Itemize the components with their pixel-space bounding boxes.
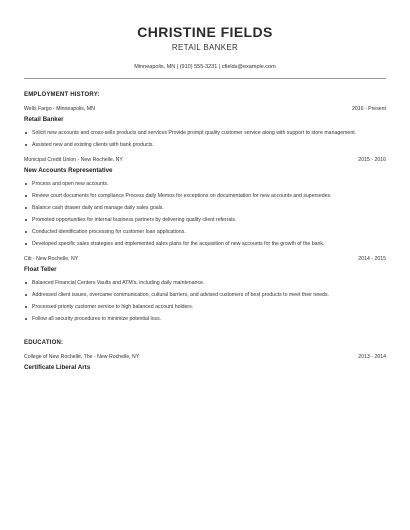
bullet-item: Processed priority customer service to high balanced account holders.	[24, 304, 386, 311]
job-header	[24, 256, 386, 263]
header-divider	[24, 78, 386, 79]
education-header	[24, 354, 386, 361]
job-position: Retail Banker	[24, 116, 64, 123]
contact-line: Minneapolis, MN | (910) 555-3231 | cfields@example.com	[134, 64, 276, 70]
job-bullets	[24, 130, 386, 149]
candidate-name: CHRISTINE FIELDS	[137, 24, 273, 40]
bullet-item: Addressed client issues, overcame communication, cultural barriers, and advised customers of best products to meet their needs.	[24, 292, 386, 299]
bullet-item: Solicit new accounts and cross-sells products and services Provide prompt quality customer service along with support to store management.	[24, 130, 386, 137]
job-dates: 2014 - 2015	[358, 256, 386, 262]
job-employer: Municipal Credit Union - New Rochelle, NY	[24, 157, 123, 163]
bullet-item: Promoted opportunities for internal business partners by delivering quality client referrals.	[24, 217, 386, 224]
job-header	[24, 106, 386, 113]
bullet-item: Process and open new accounts.	[24, 181, 386, 188]
bullet-item: Conducted identification processing for customer loan applications.	[24, 229, 386, 236]
job-dates: 2015 - 2016	[358, 157, 386, 163]
education-degree: Certificate Liberal Arts	[24, 364, 91, 371]
job-bullets	[24, 280, 386, 323]
bullet-item: Assisted new and existing clients with bank products.	[24, 142, 386, 149]
employment-section-title: EMPLOYMENT HISTORY:	[24, 92, 100, 98]
education-institution: College of New Rochelle, The - New Rochelle, NY	[24, 354, 140, 360]
job-employer: Wells Fargo - Minneapolis, MN	[24, 106, 95, 112]
education-dates: 2013 - 2014	[358, 354, 386, 360]
bullet-item: Balanced Financial Centers Vaults and ATM's, including daily maintenance.	[24, 280, 386, 287]
job-employer: Citi - New Rochelle, NY	[24, 256, 79, 262]
education-section-title: EDUCATION:	[24, 340, 64, 346]
job-position: New Accounts Representative	[24, 167, 113, 174]
job-position: Float Teller	[24, 266, 57, 273]
bullet-item: Developed specific sales strategies and implemented sales plans for the acquisition of new accounts for the growth of the bank.	[24, 241, 386, 248]
bullet-item: Balance cash drawer daily and manage daily sales goals.	[24, 205, 386, 212]
bullet-item: Review court documents for compliance Process daily Memos for exceptions on documentation for new accounts and supersedes.	[24, 193, 386, 200]
job-dates: 2016 - Present	[351, 106, 386, 112]
job-bullets	[24, 181, 386, 248]
candidate-role: RETAIL BANKER	[171, 43, 239, 52]
job-header	[24, 157, 386, 164]
bullet-item: Follow all security procedures to minimize potential loss.	[24, 316, 386, 323]
